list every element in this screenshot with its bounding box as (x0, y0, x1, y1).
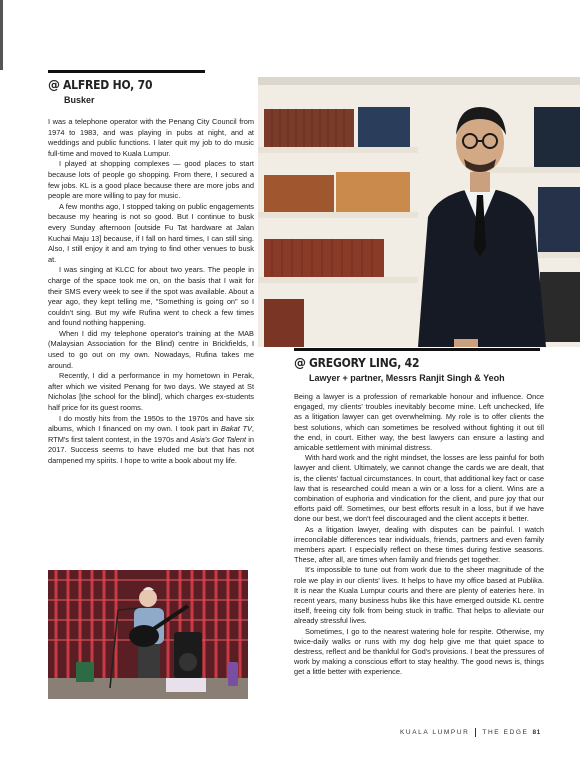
footer-location: KUALA LUMPUR (400, 729, 470, 736)
show-title: Asia's Got Talent (190, 434, 247, 444)
alfred-profile-header (48, 70, 205, 105)
paragraph: With hard work and the right mindset, the losses are less painful for both lawyer and client. Ultimately, we cannot change the cards we are dealt, that is, the clients' factual circumstances. In court, that additional key fact or case law that is researched could mean a win or a loss for a client. Wins are a combination of euphoria and vindication for the client, and pure joy that our efforts paid off. Sometimes, our best efforts result in a loss, but if we have done our best, we don't feel discouraged and the client accepts it better. (294, 453, 544, 524)
page-footer (400, 728, 541, 737)
busker-photo-illustration (48, 570, 248, 699)
paragraph: When I did my telephone operator's training at the MAB (Malaysian Association for the Blind) centre in Brickfields, I used to go out on my own. Nowadays, Rufina takes me around. (48, 328, 254, 370)
paragraph: I played at shopping complexes — good places to start because lots of people go shopping. From there, I secured a few jobs. KL is a good place because there are more jobs and people are more willing to pay for music. (48, 159, 254, 201)
profile-name: ALFRED HO, 70 (63, 78, 153, 92)
page-edge-rule (0, 0, 3, 70)
paragraph: I was a telephone operator with the Penang City Council from 1974 to 1983, and was playing in pubs at night, and at weddings and public functions. I later quit my job to do music full-time and moved to Kuala Lumpur. (48, 117, 254, 158)
header-rule (48, 70, 205, 73)
gregory-photo (258, 77, 580, 347)
at-sign-icon: @ (48, 78, 60, 92)
paragraph: As a litigation lawyer, dealing with disputes can be painful. I watch irreconcilable differences tear individuals, friends, partners and even family members apart. I especially reflect on these times during festive seasons. These, after all, are times when family and friends get together. (294, 524, 544, 565)
at-sign-icon: @ (294, 356, 306, 370)
footer-publication: THE EDGE (482, 729, 529, 736)
profile-role: Lawyer + partner, Messrs Ranjit Singh & Yeoh (309, 373, 505, 383)
busker-photo (48, 570, 248, 699)
gregory-photo-illustration (258, 77, 580, 347)
gregory-article-body (294, 392, 544, 678)
profile-role: Busker (64, 95, 95, 105)
profile-name: GREGORY LING, 42 (309, 356, 420, 370)
paragraph: I was singing at KLCC for about two years. The people in charge of the space took me on, on the basis that I wait for their SMS every week to see if the spot was available. About a year ago, they kept telling me, "Something is going on" so I couldn't sing. But my wife Rufina went to check a few times and found nothing happening. (48, 265, 254, 328)
alfred-article-body (48, 117, 254, 467)
header-rule (294, 348, 540, 351)
show-title: Bakat TV (220, 424, 252, 434)
paragraph: It's impossible to tune out from work due to the sheer magnitude of the role we play in our clients' lives. It helps to have my office based at Publika. It is near the Kuala Lumpur courts and there are plenty of eateries here. In recent years, many business hubs like this have emerged outside KL centre itself, freeing city folk from being stuck in traffic. That helps to alleviate our already stressful lives. (294, 565, 544, 626)
gregory-profile-header (294, 348, 540, 383)
paragraph: Sometimes, I go to the nearest watering hole for respite. Otherwise, my twice-daily walks or runs with my dog help give me that quiet space to destress, reflect and be thankful for God's provisions. I beat the pressures of work by making a conscious effort to stay healthy. The good news is, things get a little better with experience. (294, 626, 544, 677)
paragraph: Recently, I did a performance in my hometown in Perak, after which we visited Penang for two days. We stayed at St Nicholas [the school for the blind], which charges ex-students half price for its guest rooms. (48, 371, 254, 413)
footer-divider (475, 728, 476, 737)
paragraph: A few months ago, I stopped taking on public engagements because my hearing is not so good. But I continue to busk every Sunday afternoon [outside Fu Tat hardware at Jalan Kuchai Maju 13] because, if I fall on hard times, I can still sing. Also, I still enjoy it and am trying to find other venues to busk at. (48, 201, 254, 264)
paragraph: I do mostly hits from the 1950s to the 1970s and have six albums, which I financed on my own. I took part in Bakat TV, RTM's first talent contest, in the 1970s and Asia's Got Talent in 2017. Success seems to have eluded me but that has not dampened my spirits. I hope to write a book about my life. (48, 413, 254, 465)
paragraph: Being a lawyer is a profession of remarkable honour and influence. Once engaged, my clients' troubles inevitably become mine. Left unchecked, life as a litigation lawyer can get overwhelming. My role is to offer clients the best solutions, which can sometimes be resolved without fighting it out till the end, in court. Either way, the best lawyers can ensure a lasting and amicable settlement with minimal distress. (294, 392, 544, 453)
page-number: 81 (532, 729, 541, 736)
